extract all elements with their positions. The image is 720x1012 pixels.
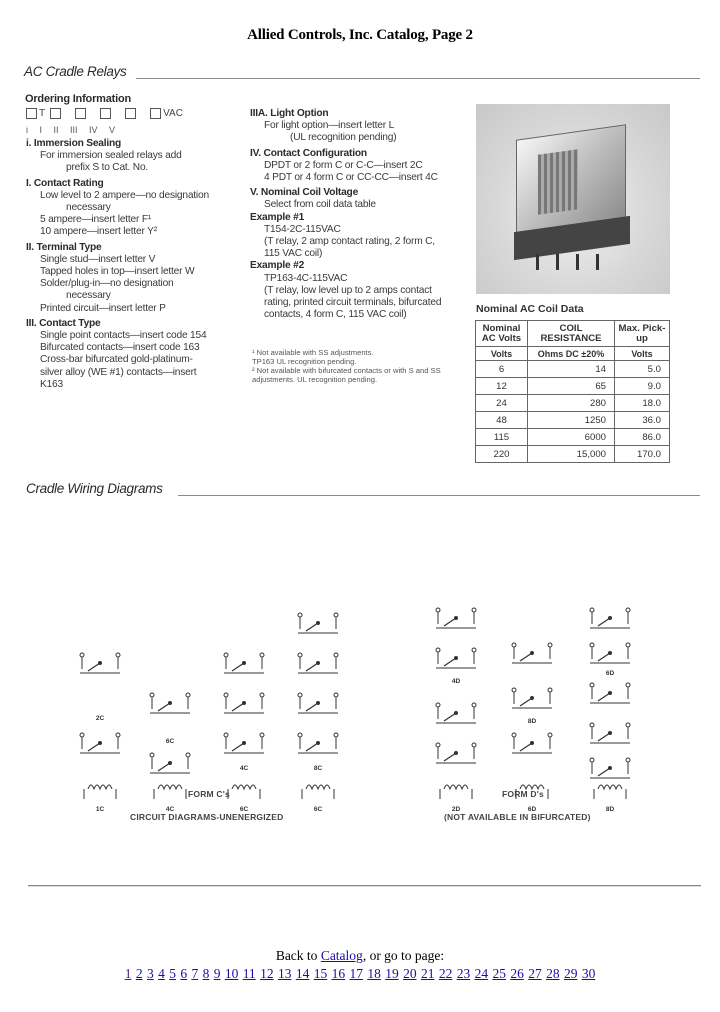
table-header-row — [476, 321, 670, 347]
form-d-terminal — [626, 683, 630, 687]
form-d-terminal — [472, 743, 476, 747]
coil-table-title: Nominal AC Coil Data — [476, 303, 584, 315]
bottom-divider — [28, 885, 701, 887]
form-c-coil — [158, 785, 182, 789]
table-cell: 12 — [476, 378, 528, 395]
unit-ohms: Ohms DC ±20% — [528, 347, 615, 361]
form-c-terminal — [224, 653, 228, 657]
code-box — [26, 108, 37, 119]
page-link-28[interactable]: 28 — [546, 966, 560, 981]
ordering-line: Select from coil data table — [264, 199, 376, 211]
form-c-terminal — [80, 733, 84, 737]
form-d-arm — [444, 753, 456, 761]
code-letter-vac: VAC — [163, 108, 183, 119]
ordering-line: Bifurcated contacts—insert code 163 — [40, 342, 200, 354]
table-cell: 6 — [476, 361, 528, 378]
page-link-21[interactable]: 21 — [420, 966, 435, 981]
section-rule — [178, 495, 700, 496]
ordering-line: DPDT or 2 form C or C-C—insert 2C — [264, 159, 423, 171]
form-d-terminal — [548, 688, 552, 692]
form-c-terminal — [334, 693, 338, 697]
section-rule — [136, 78, 700, 79]
table-cell: 36.0 — [615, 412, 670, 429]
ordering-line: Single point contacts—insert code 154 — [40, 330, 207, 342]
form-d-terminal — [436, 743, 440, 747]
form-d-arm — [520, 653, 532, 661]
table-cell: 220 — [476, 446, 528, 463]
form-d-terminal — [590, 723, 594, 727]
page-title: Allied Controls, Inc. Catalog, Page 2 — [247, 27, 473, 43]
form-c-arm — [306, 703, 318, 711]
form-d-arm — [520, 698, 532, 706]
diagram-label-form-c: 6C — [313, 806, 323, 813]
form-d-terminal — [436, 608, 440, 612]
form-c-label: FORM C's — [188, 789, 230, 799]
table-row — [476, 446, 670, 463]
form-d-terminal — [590, 683, 594, 687]
page-link-19[interactable]: 19 — [385, 966, 399, 981]
form-c-terminal — [298, 693, 302, 697]
form-d-arm — [444, 713, 456, 721]
form-d-terminal — [436, 648, 440, 652]
page-links — [0, 966, 720, 982]
diagram-label-4d: 4D — [451, 678, 461, 685]
form-c-caption: CIRCUIT DIAGRAMS-UNENERGIZED — [130, 812, 284, 822]
footnote-line: adjustments. UL recognition pending. — [252, 375, 378, 384]
table-cell: 280 — [528, 395, 615, 412]
navigation-text — [0, 948, 720, 964]
code-box — [125, 108, 136, 119]
page-link-6[interactable]: 6 — [180, 966, 188, 981]
form-d-arm — [444, 658, 456, 666]
header-nominal-volts: Nominal AC Volts — [476, 321, 528, 347]
form-d-coil — [598, 785, 622, 789]
ordering-line: 5 ampere—insert letter F¹ — [40, 214, 152, 226]
wiring-diagram-drawing — [18, 505, 702, 835]
relay-pin — [556, 254, 559, 270]
form-d-terminal — [436, 703, 440, 707]
ordering-line: Low level to 2 ampere—no designation — [40, 189, 209, 201]
page-link-24[interactable]: 24 — [474, 966, 489, 981]
page-link-10[interactable]: 10 — [224, 966, 239, 981]
table-cell: 48 — [476, 412, 528, 429]
form-d-arm — [598, 653, 610, 661]
page-link-2[interactable]: 2 — [135, 966, 143, 981]
ordering-heading: I. Contact Rating — [26, 177, 104, 189]
page-link-20[interactable]: 20 — [403, 966, 417, 981]
ordering-heading: Example #2 — [250, 260, 305, 272]
table-cell: 65 — [528, 378, 615, 395]
page-link-13[interactable]: 13 — [277, 966, 292, 981]
form-d-terminal — [548, 643, 552, 647]
nav-suffix: , or go to page: — [362, 948, 445, 963]
form-d-terminal — [626, 723, 630, 727]
code-letter-t: T — [39, 108, 46, 119]
form-c-terminal — [260, 733, 264, 737]
form-c-arm — [88, 743, 100, 751]
form-c-terminal — [260, 653, 264, 657]
table-cell: 15,000 — [528, 446, 615, 463]
form-c-terminal — [186, 753, 190, 757]
table-cell: 1250 — [528, 412, 615, 429]
page-link-14[interactable]: 14 — [295, 966, 310, 981]
diagram-label-6d: 6D — [605, 670, 615, 677]
page-link-18[interactable]: 18 — [367, 966, 381, 981]
ordering-line: Cross-bar bifurcated gold-platinum- — [40, 354, 193, 366]
coil-data-table — [475, 320, 670, 463]
page-link-16[interactable]: 16 — [331, 966, 346, 981]
table-cell: 18.0 — [615, 395, 670, 412]
table-row — [476, 429, 670, 446]
form-d-terminal — [626, 608, 630, 612]
footnote-line: ¹ Not available with SS adjustments. — [252, 348, 374, 357]
table-cell: 9.0 — [615, 378, 670, 395]
form-d-terminal — [472, 608, 476, 612]
diagram-label-4c: 4C — [239, 765, 249, 772]
form-d-terminal — [626, 643, 630, 647]
table-cell: 5.0 — [615, 361, 670, 378]
unit-volts: Volts — [615, 347, 670, 361]
form-d-caption: (NOT AVAILABLE IN BIFURCATED) — [444, 812, 591, 822]
form-c-coil — [306, 785, 330, 789]
form-d-terminal — [472, 648, 476, 652]
code-box — [50, 108, 61, 119]
page-link-11[interactable]: 11 — [242, 966, 256, 981]
form-d-terminal — [512, 733, 516, 737]
ordering-line: necessary — [66, 290, 111, 302]
table-row — [476, 361, 670, 378]
page-link-22[interactable]: 22 — [438, 966, 453, 981]
ordering-line: 4 PDT or 4 form C or CC-CC—insert 4C — [264, 172, 438, 184]
form-c-terminal — [334, 733, 338, 737]
form-c-terminal — [80, 653, 84, 657]
ordering-right-column — [250, 108, 475, 321]
form-c-terminal — [260, 693, 264, 697]
ordering-line: Tapped holes in top—insert letter W — [40, 266, 195, 278]
ordering-line: 115 VAC coil) — [264, 248, 323, 260]
form-c-terminal — [116, 733, 120, 737]
page-link-30[interactable]: 30 — [581, 966, 596, 981]
diagram-label-form-d: 8D — [605, 806, 615, 813]
page-link-29[interactable]: 29 — [563, 966, 578, 981]
ordering-line: Printed circuit—insert letter P — [40, 302, 166, 314]
form-c-terminal — [298, 733, 302, 737]
form-c-terminal — [224, 733, 228, 737]
form-d-arm — [598, 693, 610, 701]
page-link-5[interactable]: 5 — [169, 966, 176, 981]
ordering-line: silver alloy (WE #1) contacts—insert — [40, 366, 197, 378]
form-c-terminal — [298, 613, 302, 617]
form-c-terminal — [116, 653, 120, 657]
page-link-9[interactable]: 9 — [213, 966, 221, 981]
footnotes — [252, 348, 472, 384]
form-c-terminal — [150, 753, 154, 757]
ordering-heading: i. Immersion Sealing — [26, 138, 122, 149]
diagram-label-form-c: 1C — [95, 806, 105, 813]
ordering-line: For light option—insert letter L — [264, 120, 395, 132]
footnote-line: ² Not available with bifurcated contacts or with S and SS — [252, 366, 441, 375]
unit-volts: Volts — [476, 347, 528, 361]
form-c-terminal — [150, 693, 154, 697]
ordering-heading: IV. Contact Configuration — [250, 147, 367, 159]
header-coil-resistance: COIL RESISTANCE — [528, 321, 615, 347]
ordering-line: necessary — [66, 202, 111, 214]
table-cell: 115 — [476, 429, 528, 446]
wiring-diagrams — [18, 505, 702, 835]
form-d-terminal — [472, 703, 476, 707]
code-box — [75, 108, 86, 119]
ordering-heading: V. Nominal Coil Voltage — [250, 187, 359, 199]
page-link-3[interactable]: 3 — [146, 966, 154, 981]
form-d-terminal — [590, 758, 594, 762]
table-row — [476, 395, 670, 412]
ordering-heading: II. Terminal Type — [26, 241, 102, 253]
ordering-line: TP163-4C-115VAC — [264, 272, 348, 284]
table-cell: 14 — [528, 361, 615, 378]
form-c-terminal — [186, 693, 190, 697]
catalog-scan — [18, 50, 702, 895]
form-c-arm — [306, 663, 318, 671]
table-cell: 6000 — [528, 429, 615, 446]
footnote-line: TP163 UL recognition pending. — [252, 357, 357, 366]
code-box — [100, 108, 111, 119]
form-d-terminal — [548, 733, 552, 737]
form-c-terminal — [298, 653, 302, 657]
page-link-7[interactable]: 7 — [191, 966, 199, 981]
form-d-terminal — [512, 688, 516, 692]
form-d-terminal — [512, 643, 516, 647]
ordering-line: For immersion sealed relays add — [40, 150, 182, 162]
form-d-arm — [444, 618, 456, 626]
page-link-4[interactable]: 4 — [158, 966, 165, 981]
diagram-label-8c: 8C — [313, 765, 323, 772]
ordering-line: rating, printed circuit terminals, bifurcated — [264, 297, 442, 309]
form-d-arm — [598, 768, 610, 776]
form-c-arm — [88, 663, 100, 671]
diagram-label-form-c: 4C — [165, 806, 175, 813]
ordering-left-column — [26, 138, 246, 391]
section-heading-ac-cradle-relays: AC Cradle Relays — [24, 64, 127, 79]
form-c-terminal — [334, 613, 338, 617]
ordering-heading: III. Contact Type — [26, 317, 101, 329]
diagram-label-6c: 6C — [165, 738, 175, 745]
page-link-8[interactable]: 8 — [202, 966, 210, 981]
relay-pin — [596, 254, 599, 270]
header-max-pickup: Max. Pick-up — [615, 321, 670, 347]
ordering-line: (T relay, low level up to 2 amps contact — [264, 284, 432, 296]
form-d-arm — [598, 618, 610, 626]
table-cell: 24 — [476, 395, 528, 412]
ordering-line: prefix S to Cat. No. — [66, 162, 149, 174]
section-heading-wiring-diagrams: Cradle Wiring Diagrams — [26, 481, 163, 496]
ordering-heading: IIIA. Light Option — [250, 108, 329, 119]
ordering-line: T154-2C-115VAC — [264, 223, 341, 235]
relay-pin — [576, 254, 579, 270]
relay-coil — [538, 149, 578, 215]
catalog-link[interactable]: Catalog — [320, 948, 363, 963]
form-c-arm — [306, 623, 318, 631]
diagram-label-form-d: 2D — [451, 806, 461, 813]
roman-labels: i I II III IV V — [26, 125, 116, 135]
page-link-17[interactable]: 17 — [349, 966, 363, 981]
diagram-label-form-d: 6D — [527, 806, 537, 813]
nav-prefix: Back to — [275, 948, 321, 963]
form-c-arm — [232, 703, 244, 711]
form-c-arm — [158, 763, 170, 771]
table-row — [476, 412, 670, 429]
diagram-label-2c: 2C — [95, 715, 105, 722]
relay-photo — [476, 104, 670, 294]
form-d-arm — [598, 733, 610, 741]
form-c-coil — [232, 785, 256, 789]
ordering-code-boxes — [26, 108, 188, 119]
table-cell: 86.0 — [615, 429, 670, 446]
form-c-coil — [88, 785, 112, 789]
relay-pin — [536, 254, 539, 270]
form-d-terminal — [626, 758, 630, 762]
ordering-line: Solder/plug-in—no designation — [40, 278, 174, 290]
code-box — [150, 108, 161, 119]
page-link-25[interactable]: 25 — [492, 966, 506, 981]
page-link-27[interactable]: 27 — [528, 966, 542, 981]
ordering-info-title: Ordering Information — [25, 93, 132, 105]
ordering-line: Single stud—insert letter V — [40, 253, 156, 265]
form-d-terminal — [590, 608, 594, 612]
form-d-arm — [520, 743, 532, 751]
ordering-line: (T relay, 2 amp contact rating, 2 form C, — [264, 236, 435, 248]
page-link-12[interactable]: 12 — [260, 966, 274, 981]
page-link-26[interactable]: 26 — [510, 966, 524, 981]
form-d-terminal — [590, 643, 594, 647]
form-c-arm — [158, 703, 170, 711]
table-row — [476, 378, 670, 395]
page-link-15[interactable]: 15 — [313, 966, 328, 981]
ordering-line: K163 — [40, 378, 63, 390]
ordering-heading: Example #1 — [250, 211, 305, 223]
form-c-terminal — [224, 693, 228, 697]
table-cell: 170.0 — [615, 446, 670, 463]
diagram-label-8d: 8D — [527, 718, 537, 725]
form-c-arm — [232, 663, 244, 671]
ordering-line: contacts, 4 form C, 115 VAC coil) — [264, 309, 407, 321]
form-d-label: FORM D's — [502, 789, 544, 799]
page-link-1[interactable]: 1 — [124, 966, 132, 981]
form-c-arm — [232, 743, 244, 751]
form-c-terminal — [334, 653, 338, 657]
ordering-line: (UL recognition pending) — [290, 132, 397, 144]
table-units-row — [476, 347, 670, 361]
page-link-23[interactable]: 23 — [456, 966, 471, 981]
diagram-label-form-c: 6C — [239, 806, 249, 813]
form-d-coil — [444, 785, 468, 789]
form-c-arm — [306, 743, 318, 751]
ordering-line: 10 ampere—insert letter Y² — [40, 226, 157, 238]
